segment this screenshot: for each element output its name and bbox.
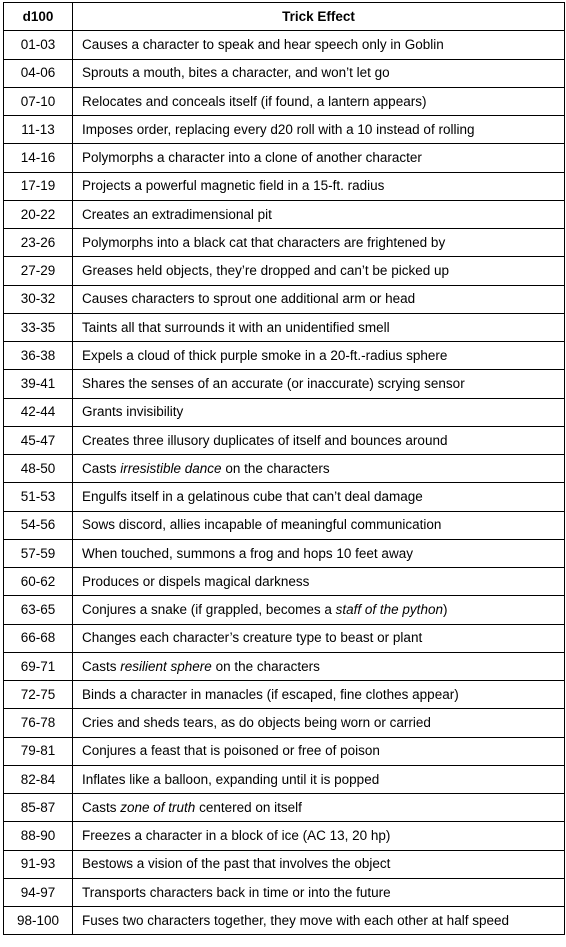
table-row <box>4 370 565 398</box>
trick-effect-cell <box>73 568 565 596</box>
roll-range-cell: 88-90 <box>4 822 73 850</box>
effect-text: Inflates like a balloon, expanding until it is popped <box>82 771 380 787</box>
trick-effect-cell <box>73 907 565 935</box>
trick-effect-cell <box>73 342 565 370</box>
trick-effect-cell <box>73 116 565 144</box>
table-row <box>4 511 565 539</box>
trick-effect-table <box>3 2 565 935</box>
table-row <box>4 398 565 426</box>
trick-effect-cell <box>73 200 565 228</box>
table-row <box>4 596 565 624</box>
table-row <box>4 624 565 652</box>
effect-text: Expels a cloud of thick purple smoke in a 20-ft.-radius sphere <box>82 347 448 363</box>
table-header-row <box>4 3 565 31</box>
roll-range-cell: 57-59 <box>4 539 73 567</box>
effect-text: When touched, summons a frog and hops 10 feet away <box>82 545 413 561</box>
table-row <box>4 765 565 793</box>
trick-effect-cell <box>73 370 565 398</box>
table-row <box>4 87 565 115</box>
trick-effect-cell <box>73 285 565 313</box>
trick-effect-cell <box>73 313 565 341</box>
table-row <box>4 116 565 144</box>
table-row <box>4 652 565 680</box>
trick-effect-cell <box>73 878 565 906</box>
effect-text: Engulfs itself in a gelatinous cube that can’t deal damage <box>82 489 423 505</box>
trick-effect-cell <box>73 624 565 652</box>
effect-text: Greases held objects, they’re dropped and can’t be picked up <box>82 263 449 279</box>
roll-range-cell: 54-56 <box>4 511 73 539</box>
table-row <box>4 426 565 454</box>
trick-effect-cell <box>73 850 565 878</box>
table-row <box>4 59 565 87</box>
table-row <box>4 878 565 906</box>
table-row <box>4 709 565 737</box>
table-row <box>4 850 565 878</box>
trick-effect-cell <box>73 31 565 59</box>
roll-range-cell: 27-29 <box>4 257 73 285</box>
effect-text: Conjures a feast that is poisoned or free of poison <box>82 743 380 759</box>
effect-italic-text: zone of truth <box>120 799 196 815</box>
effect-italic-text: staff of the python <box>335 602 443 618</box>
effect-text: ) <box>442 602 448 618</box>
effect-text: Produces or dispels magical darkness <box>82 573 310 589</box>
roll-range-cell: 20-22 <box>4 200 73 228</box>
roll-range-cell: 23-26 <box>4 229 73 257</box>
table-row <box>4 172 565 200</box>
roll-range-cell: 60-62 <box>4 568 73 596</box>
table-row <box>4 539 565 567</box>
trick-effect-cell <box>73 483 565 511</box>
roll-range-cell: 45-47 <box>4 426 73 454</box>
effect-text: Conjures a snake (if grappled, becomes a <box>82 602 336 618</box>
effect-text: Freezes a character in a block of ice (AC 13, 20 hp) <box>82 828 391 844</box>
table-row <box>4 455 565 483</box>
trick-effect-cell <box>73 681 565 709</box>
effect-text: Casts <box>82 658 121 674</box>
effect-text: Shares the senses of an accurate (or inaccurate) scrying sensor <box>82 376 465 392</box>
effect-text: Grants invisibility <box>82 404 184 420</box>
roll-range-cell: 11-13 <box>4 116 73 144</box>
roll-range-cell: 14-16 <box>4 144 73 172</box>
roll-range-cell: 79-81 <box>4 737 73 765</box>
table-row <box>4 483 565 511</box>
trick-effect-cell <box>73 709 565 737</box>
roll-range-cell: 33-35 <box>4 313 73 341</box>
trick-effect-cell <box>73 87 565 115</box>
effect-text: centered on itself <box>195 799 302 815</box>
effect-text: Polymorphs into a black cat that characters are frightened by <box>82 234 446 250</box>
table-body <box>4 31 565 935</box>
effect-text: on the characters <box>221 460 330 476</box>
table-row <box>4 342 565 370</box>
table-row <box>4 200 565 228</box>
effect-text: Creates an extradimensional pit <box>82 206 272 222</box>
table-row <box>4 737 565 765</box>
effect-italic-text: irresistible dance <box>120 460 222 476</box>
effect-text: Projects a powerful magnetic field in a 15-ft. radius <box>82 178 385 194</box>
roll-range-cell: 94-97 <box>4 878 73 906</box>
roll-range-cell: 85-87 <box>4 794 73 822</box>
effect-text: Sows discord, allies incapable of meaningful communication <box>82 517 442 533</box>
trick-effect-cell <box>73 822 565 850</box>
table-row <box>4 285 565 313</box>
effect-text: Polymorphs a character into a clone of another character <box>82 150 422 166</box>
roll-range-cell: 76-78 <box>4 709 73 737</box>
roll-range-cell: 82-84 <box>4 765 73 793</box>
table-row <box>4 257 565 285</box>
trick-effect-cell <box>73 398 565 426</box>
effect-text: Binds a character in manacles (if escaped, fine clothes appear) <box>82 686 459 702</box>
trick-effect-cell <box>73 172 565 200</box>
trick-effect-cell <box>73 596 565 624</box>
effect-text: Taints all that surrounds it with an unidentified smell <box>82 319 390 335</box>
effect-text: Fuses two characters together, they move with each other at half speed <box>82 912 509 928</box>
roll-range-cell: 39-41 <box>4 370 73 398</box>
effect-text: Bestows a vision of the past that involves the object <box>82 856 391 872</box>
effect-text: Causes characters to sprout one additional arm or head <box>82 291 416 307</box>
roll-range-cell: 98-100 <box>4 907 73 935</box>
roll-range-cell: 69-71 <box>4 652 73 680</box>
table-row <box>4 794 565 822</box>
roll-range-cell: 63-65 <box>4 596 73 624</box>
roll-range-cell: 42-44 <box>4 398 73 426</box>
table-row <box>4 313 565 341</box>
effect-text: Transports characters back in time or into the future <box>82 884 391 900</box>
effect-text: Relocates and conceals itself (if found, a lantern appears) <box>82 93 427 109</box>
trick-effect-cell <box>73 737 565 765</box>
trick-effect-cell <box>73 229 565 257</box>
roll-range-cell: 30-32 <box>4 285 73 313</box>
effect-text: Imposes order, replacing every d20 roll with a 10 instead of rolling <box>82 121 475 137</box>
roll-range-cell: 48-50 <box>4 455 73 483</box>
trick-effect-cell <box>73 426 565 454</box>
roll-range-cell: 51-53 <box>4 483 73 511</box>
trick-effect-cell <box>73 539 565 567</box>
effect-text: Changes each character’s creature type to beast or plant <box>82 630 423 646</box>
trick-effect-cell <box>73 59 565 87</box>
roll-range-cell: 17-19 <box>4 172 73 200</box>
header-d100: d100 <box>4 3 73 31</box>
effect-text: Casts <box>82 799 121 815</box>
table-row <box>4 681 565 709</box>
roll-range-cell: 04-06 <box>4 59 73 87</box>
trick-effect-cell <box>73 652 565 680</box>
table-row <box>4 822 565 850</box>
effect-text: Sprouts a mouth, bites a character, and won’t let go <box>82 65 390 81</box>
table-row <box>4 31 565 59</box>
trick-effect-cell <box>73 794 565 822</box>
table-row <box>4 568 565 596</box>
effect-text: Cries and sheds tears, as do objects being worn or carried <box>82 715 431 731</box>
effect-text: Casts <box>82 460 121 476</box>
roll-range-cell: 07-10 <box>4 87 73 115</box>
trick-effect-cell <box>73 257 565 285</box>
trick-effect-cell <box>73 144 565 172</box>
effect-italic-text: resilient sphere <box>120 658 212 674</box>
header-trick-effect: Trick Effect <box>73 3 565 31</box>
roll-range-cell: 01-03 <box>4 31 73 59</box>
effect-text: on the characters <box>211 658 320 674</box>
roll-range-cell: 66-68 <box>4 624 73 652</box>
effect-text: Creates three illusory duplicates of itself and bounces around <box>82 432 448 448</box>
trick-effect-cell <box>73 765 565 793</box>
trick-effect-cell <box>73 455 565 483</box>
trick-effect-cell <box>73 511 565 539</box>
roll-range-cell: 91-93 <box>4 850 73 878</box>
table-row <box>4 229 565 257</box>
roll-range-cell: 72-75 <box>4 681 73 709</box>
effect-text: Causes a character to speak and hear speech only in Goblin <box>82 37 444 53</box>
roll-range-cell: 36-38 <box>4 342 73 370</box>
table-row <box>4 144 565 172</box>
table-row <box>4 907 565 935</box>
